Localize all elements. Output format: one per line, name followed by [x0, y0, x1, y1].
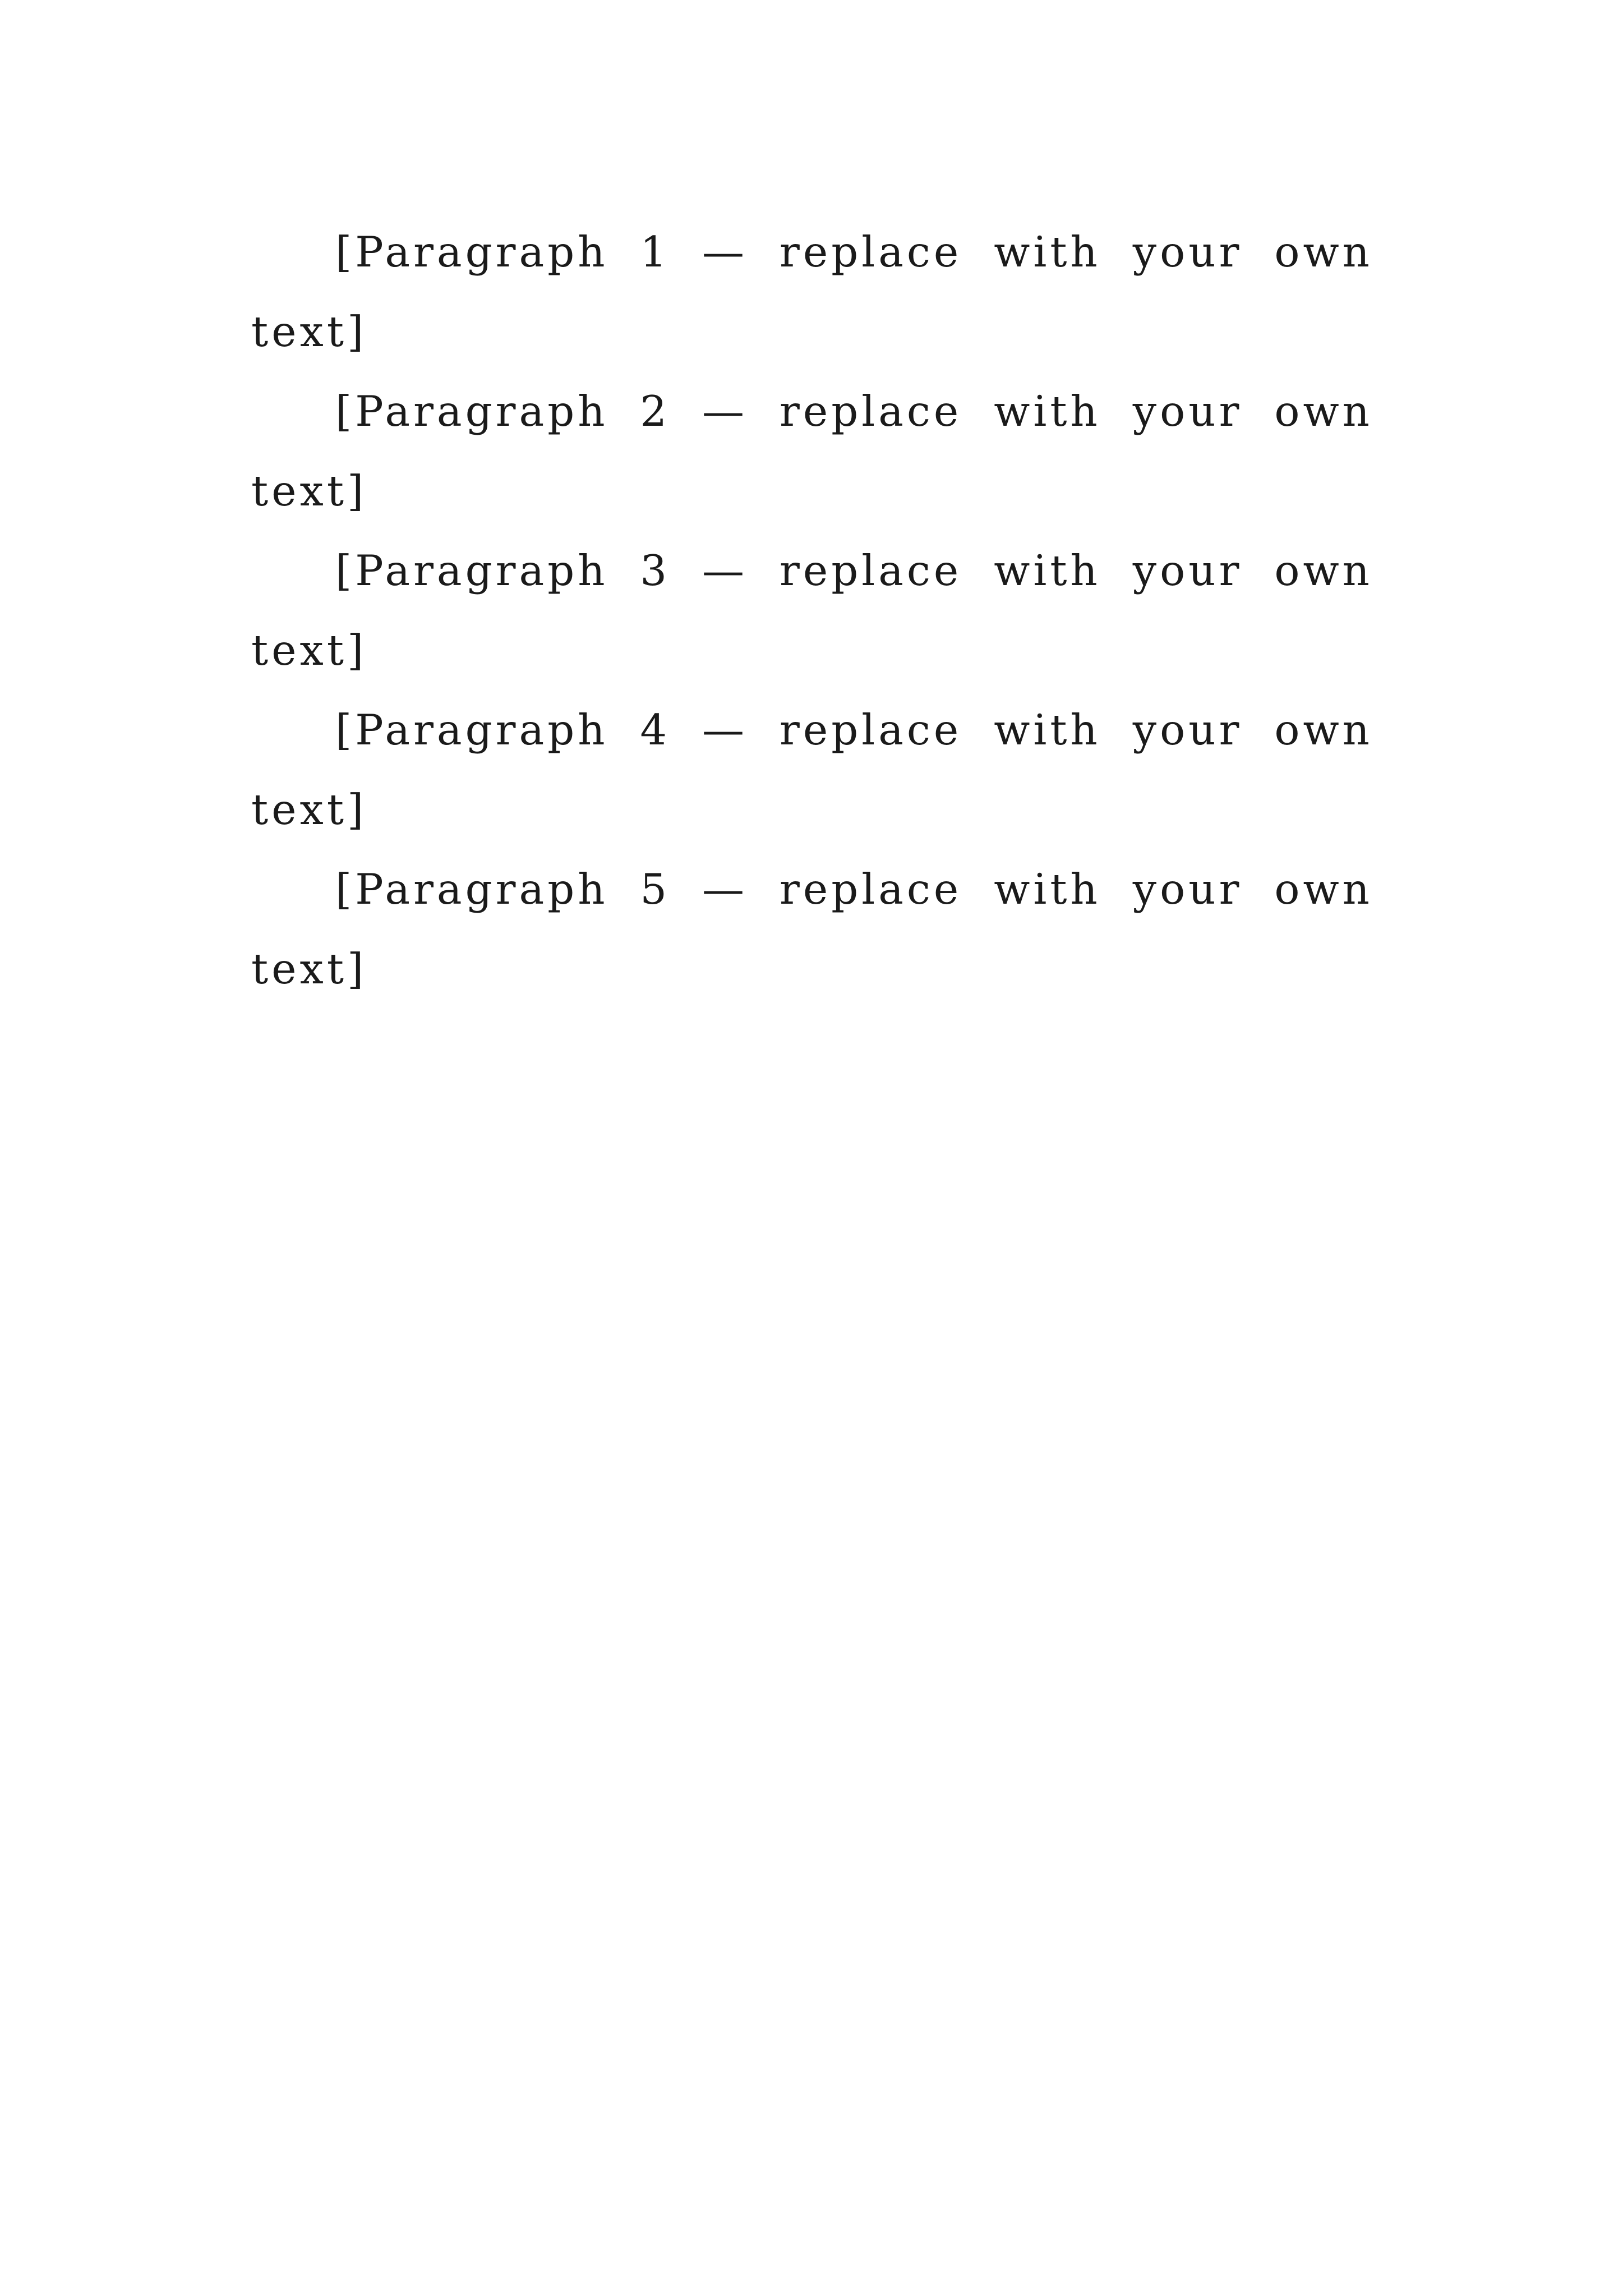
paragraph: [Paragraph 5 — replace with your own text] — [251, 864, 1373, 993]
paragraph: [Paragraph 1 — replace with your own text] — [251, 227, 1373, 356]
paragraph: [Paragraph 3 — replace with your own text] — [251, 546, 1373, 675]
body-text — [251, 212, 1373, 1009]
paragraph: [Paragraph 4 — replace with your own text] — [251, 705, 1373, 834]
paragraph: [Paragraph 2 — replace with your own text] — [251, 386, 1373, 516]
